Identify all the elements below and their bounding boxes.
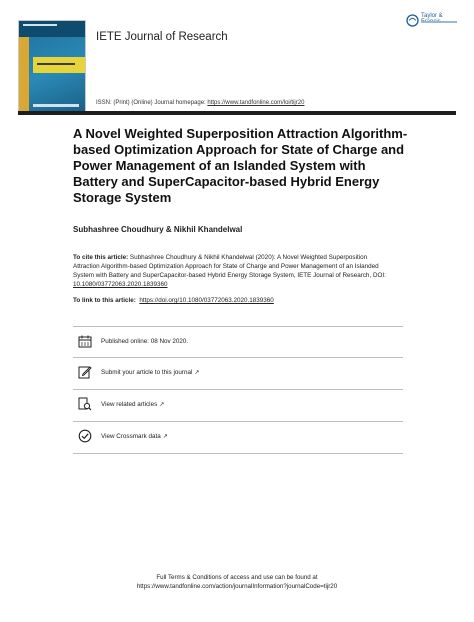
article-link-block: [73, 297, 274, 304]
publisher-logo: [406, 12, 460, 34]
edit-icon: [76, 363, 94, 381]
cover-bottom-line: [33, 104, 79, 107]
article-authors: Subhashree Choudhury & Nikhil Khandelwal: [73, 225, 243, 234]
view-crossmark-link[interactable]: [73, 421, 403, 451]
related-articles-icon: [76, 395, 94, 413]
external-link-icon: ↗: [159, 401, 165, 408]
citation-text: Subhashree Choudhury & Nikhil Khandelwal (2020): A Novel Weighted Superposition Attraction Algorithm-based Optimization Approach for State of Charge and Power Management of an Islanded System with Battery and SuperCapacitor-based Hybrid Energy Storage System, IETE Journal of Research, DOI:: [73, 254, 386, 279]
header-rule: [18, 111, 456, 115]
cover-title-strip: [33, 57, 85, 73]
article-doi-link[interactable]: https://doi.org/10.1080/03772063.2020.1839360: [139, 297, 274, 304]
view-crossmark-label: View Crossmark data: [101, 432, 161, 440]
footer-terms-link[interactable]: https://www.tandfonline.com/action/journalInformation?journalCode=tijr20: [136, 583, 338, 590]
citation-doi-link[interactable]: 10.1080/03772063.2020.1839360: [73, 281, 168, 288]
crossmark-icon: [76, 427, 94, 445]
submit-article-link[interactable]: [73, 357, 403, 387]
journal-name: IETE Journal of Research: [96, 31, 228, 43]
article-title: A Novel Weighted Superposition Attraction Algorithm-based Optimization Approach for State of Charge and Power Management of an Islanded System with Battery and SuperCapacitor-based Hybrid Energy Storage System: [73, 126, 408, 205]
issn-text: ISSN: (Print) (Online) Journal homepage:: [96, 100, 208, 106]
publisher-logo-subline: [421, 21, 457, 23]
external-link-icon: ↗: [162, 433, 168, 440]
issn-line: [96, 100, 304, 106]
cover-top-band: [19, 21, 85, 37]
footer-terms-text: Full Terms & Conditions of access and use can be found at: [156, 574, 318, 581]
published-online-text: Published online: 08 Nov 2020.: [101, 337, 189, 345]
article-link-label: To link to this article:: [73, 297, 136, 304]
publisher-logo-icon: [406, 14, 419, 27]
citation-block: [73, 253, 393, 289]
submit-article-label: Submit your article to this journal: [101, 368, 193, 376]
journal-cover-image: [18, 20, 86, 114]
footer: [0, 573, 474, 591]
publisher-logo-text: Taylor &: [421, 13, 443, 19]
published-online-row: [73, 326, 403, 356]
citation-label: To cite this article:: [73, 254, 129, 261]
action-divider: [73, 453, 403, 454]
cover-side-band: [19, 37, 29, 113]
view-related-articles-link[interactable]: [73, 389, 403, 419]
external-link-icon: ↗: [194, 369, 200, 376]
journal-homepage-link[interactable]: https://www.tandfonline.com/loi/tijr20: [207, 100, 305, 106]
view-related-articles-label: View related articles: [101, 400, 158, 408]
calendar-icon: [76, 332, 94, 350]
